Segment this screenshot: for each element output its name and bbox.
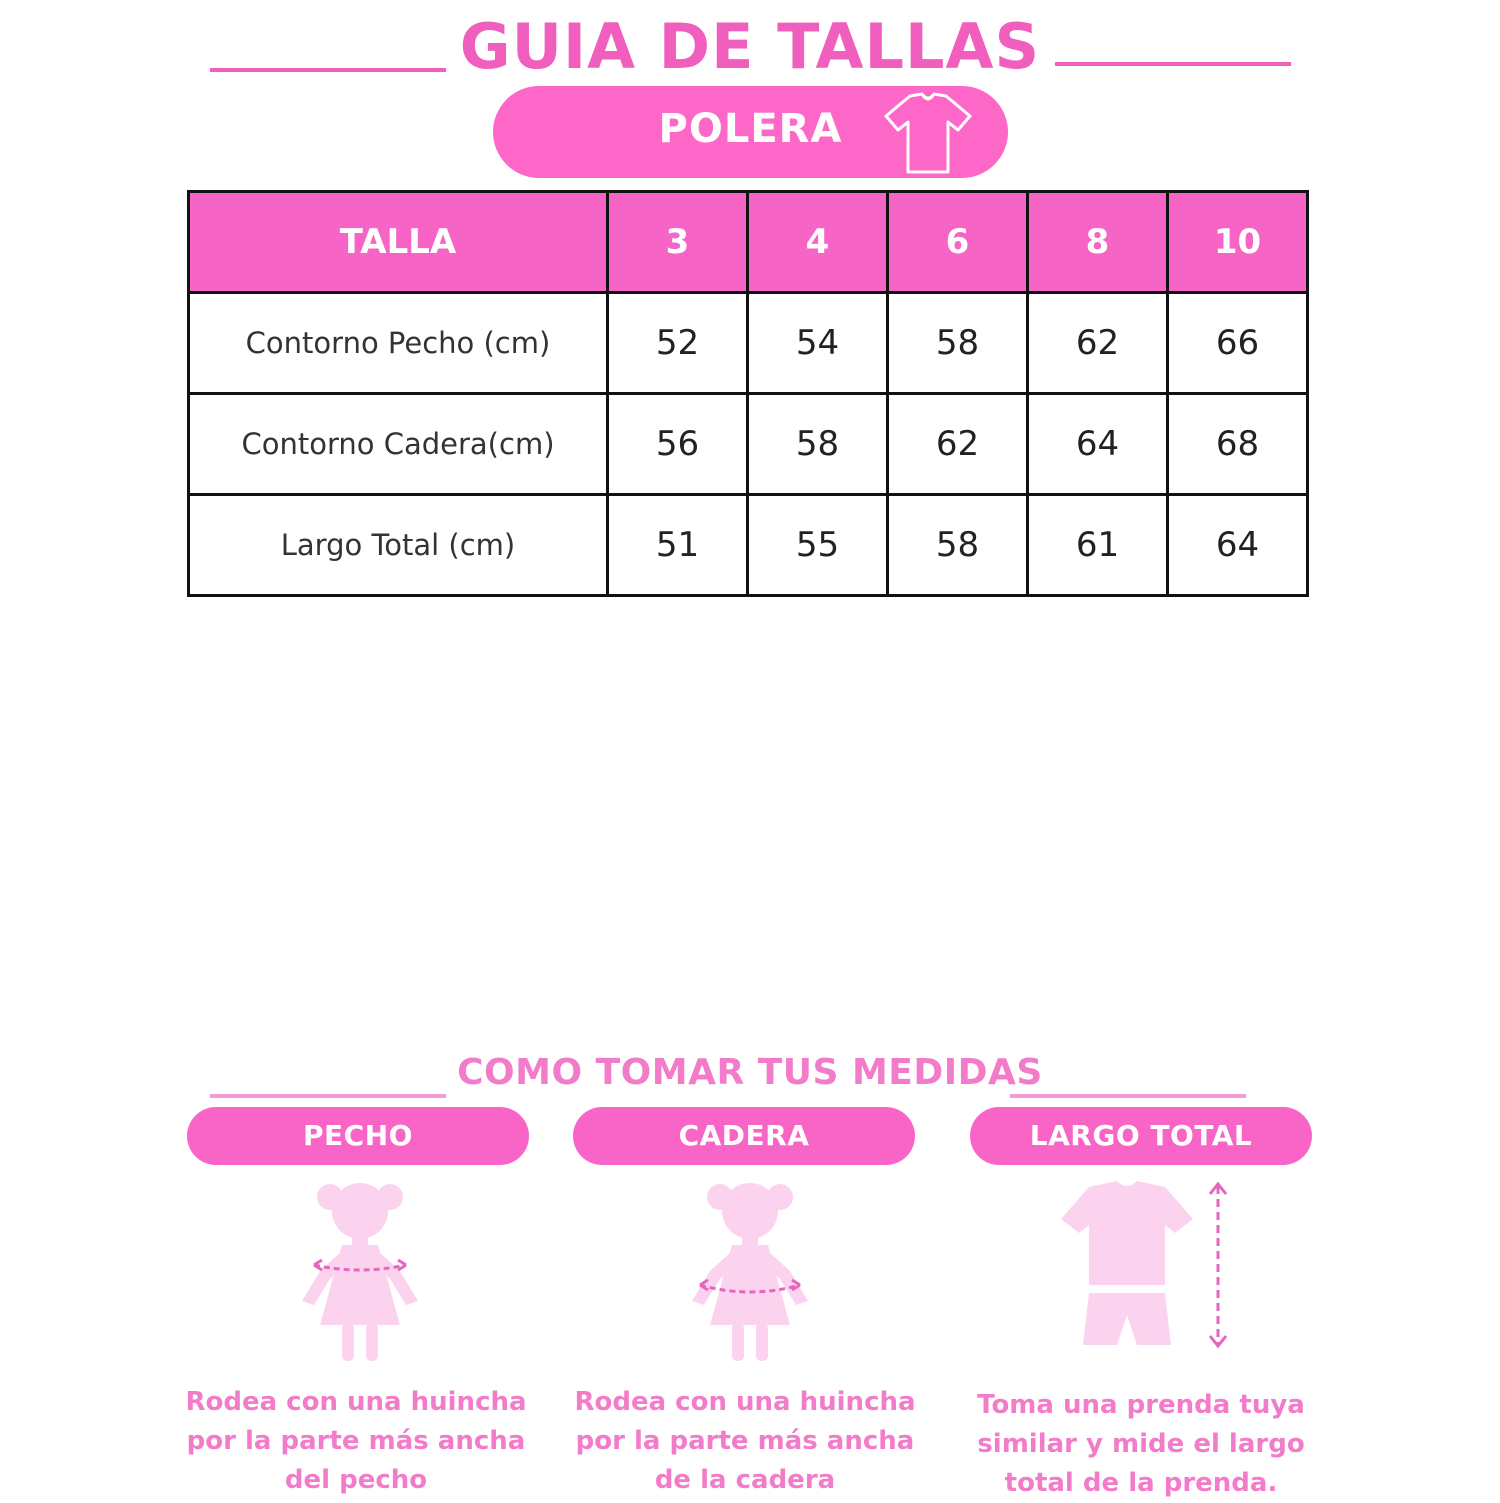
tshirt-icon: [878, 90, 978, 176]
instruction-line: similar y mide el largo: [977, 1429, 1305, 1459]
table-cell: 56: [608, 394, 748, 495]
section-pill-cadera: CADERA: [573, 1107, 915, 1165]
girl-hip-illustration: [680, 1175, 820, 1365]
section-rule-left: [210, 1094, 446, 1098]
header-talla: TALLA: [189, 192, 608, 293]
table-row: [189, 495, 1308, 596]
size-table: [187, 190, 1309, 597]
header-size: 3: [608, 192, 748, 293]
instruction-line: por la parte más ancha: [575, 1426, 915, 1456]
table-cell: 54: [748, 293, 888, 394]
largo-total-instructions: [951, 1386, 1331, 1503]
table-cell: 66: [1168, 293, 1308, 394]
instruction-line: del pecho: [284, 1465, 428, 1495]
table-row: [189, 293, 1308, 394]
table-cell: 64: [1168, 495, 1308, 596]
table-cell: 52: [608, 293, 748, 394]
page-title: GUIA DE TALLAS: [459, 10, 1041, 83]
garment-badge: [493, 86, 1008, 178]
row-label: Contorno Cadera(cm): [189, 394, 608, 495]
instruction-line: Toma una prenda tuya: [977, 1390, 1305, 1420]
section-pill-pecho: PECHO: [187, 1107, 529, 1165]
table-row: [189, 394, 1308, 495]
table-cell: 51: [608, 495, 748, 596]
instruction-line: total de la prenda.: [1004, 1468, 1278, 1498]
measure-arrow-icon: [1205, 1180, 1231, 1350]
header-size: 10: [1168, 192, 1308, 293]
row-label: Largo Total (cm): [189, 495, 608, 596]
table-cell: 55: [748, 495, 888, 596]
cadera-instructions: [555, 1383, 935, 1500]
header-size: 8: [1028, 192, 1168, 293]
table-cell: 58: [888, 293, 1028, 394]
row-label: Contorno Pecho (cm): [189, 293, 608, 394]
how-to-title: COMO TOMAR TUS MEDIDAS: [457, 1052, 1043, 1093]
table-cell: 58: [888, 495, 1028, 596]
table-cell: 58: [748, 394, 888, 495]
table-cell: 68: [1168, 394, 1308, 495]
table-cell: 61: [1028, 495, 1168, 596]
table-header-row: [189, 192, 1308, 293]
instruction-line: Rodea con una huincha: [574, 1387, 916, 1417]
garment-label: POLERA: [658, 106, 843, 152]
header-size: 4: [748, 192, 888, 293]
table-cell: 62: [888, 394, 1028, 495]
table-cell: 62: [1028, 293, 1168, 394]
header-size: 6: [888, 192, 1028, 293]
pecho-instructions: [166, 1383, 546, 1500]
instruction-line: por la parte más ancha: [186, 1426, 526, 1456]
section-pill-largo-total: LARGO TOTAL: [970, 1107, 1312, 1165]
girl-chest-illustration: [290, 1175, 430, 1365]
section-rule-right: [1010, 1094, 1246, 1098]
instruction-line: de la cadera: [654, 1465, 836, 1495]
instruction-line: Rodea con una huincha: [185, 1387, 527, 1417]
table-cell: 64: [1028, 394, 1168, 495]
